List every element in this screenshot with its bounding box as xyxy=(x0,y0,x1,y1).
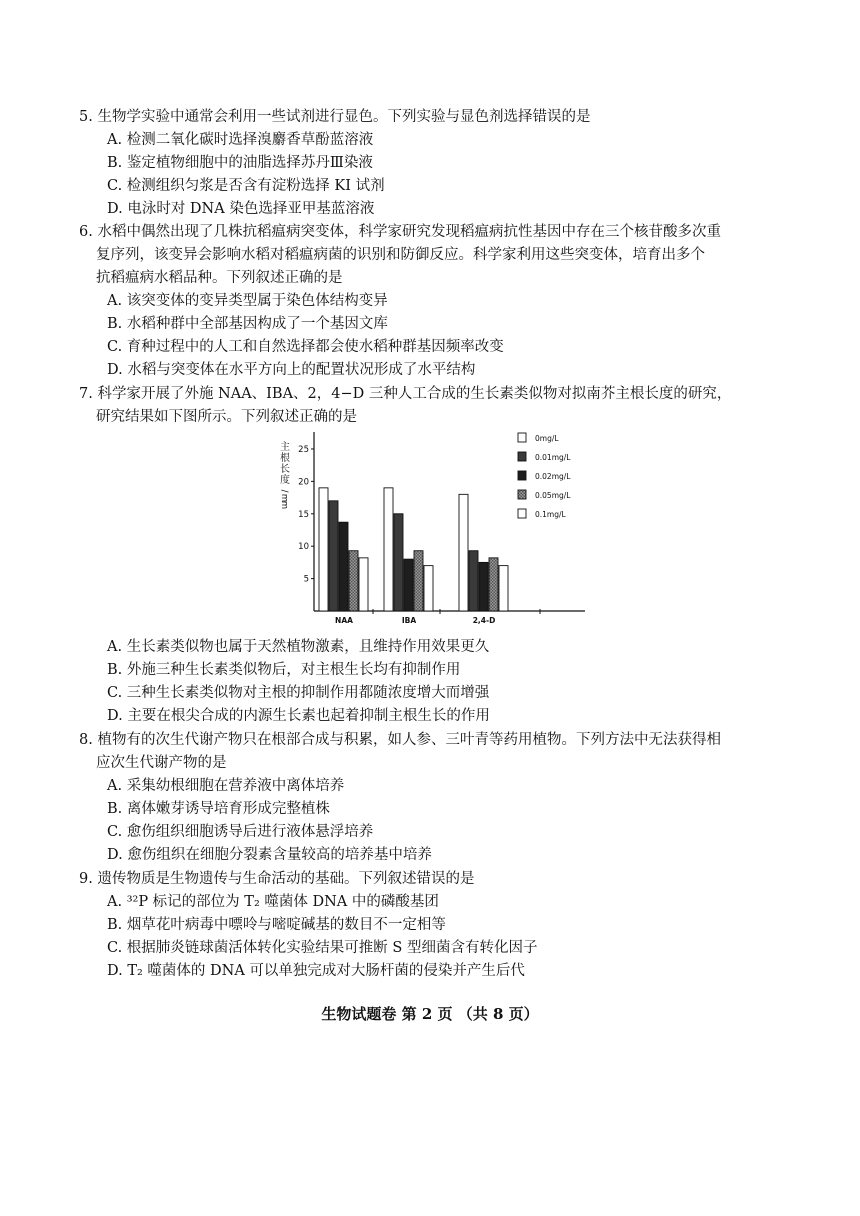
bar-IBA-0.02mg/L xyxy=(404,559,413,611)
q8-option-b: B. 离体嫩芽诱导培育形成完整植株 xyxy=(107,801,330,817)
bar-IBA-0.01mg/L xyxy=(394,514,403,611)
q7-option-c: C. 三种生长素类似物对主根的抑制作用都随浓度增大而增强 xyxy=(107,685,490,701)
y-axis-label-char: 长 xyxy=(280,464,290,475)
y-tick-label: 25 xyxy=(298,444,309,455)
y-axis-label-char: 主 xyxy=(280,442,290,453)
legend-label: 0.05mg/L xyxy=(535,491,571,500)
legend-swatch-0.05mg/L xyxy=(518,490,526,499)
q9-option-c: C. 根据肺炎链球菌活体转化实验结果可推断 S 型细菌含有转化因子 xyxy=(107,940,538,956)
q5-option-b: B. 鉴定植物细胞中的油脂选择苏丹Ⅲ染液 xyxy=(107,155,373,171)
q6-option-c: C. 育种过程中的人工和自然选择都会使水稻种群基因频率改变 xyxy=(107,339,504,355)
y-axis-label-char: 根 xyxy=(280,453,290,464)
y-axis-label-char: / xyxy=(279,489,289,493)
q8-stem-line-2: 应次生代谢产物的是 xyxy=(96,755,227,771)
y-axis-label-char: 度 xyxy=(280,475,290,486)
q8-option-a: A. 采集幼根细胞在营养液中离体培养 xyxy=(107,778,345,794)
q5-option-d: D. 电泳时对 DNA 染色选择亚甲基蓝溶液 xyxy=(107,201,375,217)
q5-option-c: C. 检测组织匀浆是否含有淀粉选择 KI 试剂 xyxy=(107,178,385,194)
bar-NAA-0.01mg/L xyxy=(329,501,338,611)
q9-option-b: B. 烟草花叶病毒中嘌呤与嘧啶碱基的数目不一定相等 xyxy=(107,917,446,933)
q9-stem-line-1: 9. 遗传物质是生物遗传与生命活动的基础。下列叙述错误的是 xyxy=(79,871,475,887)
x-tick-label: NAA xyxy=(335,616,353,625)
bar-IBA-0mg/L xyxy=(384,488,393,611)
legend-label: 0.01mg/L xyxy=(535,453,571,462)
y-axis-label-char: m xyxy=(279,493,289,503)
bar-2,4-D-0.05mg/L xyxy=(489,558,498,611)
y-axis-label-char: m xyxy=(279,500,289,510)
q7-option-d: D. 主要在根尖合成的内源生长素也起着抑制主根生长的作用 xyxy=(107,708,490,724)
q7-option-b: B. 外施三种生长素类似物后，对主根生长均有抑制作用 xyxy=(107,662,461,678)
q8-stem-line-1: 8. 植物有的次生代谢产物只在根部合成与积累，如人参、三叶青等药用植物。下列方法中无法获得相 xyxy=(79,732,721,748)
y-tick-label: 20 xyxy=(298,477,309,488)
q7-stem-line-2: 研究结果如下图所示。下列叙述正确的是 xyxy=(96,409,357,425)
y-tick-label: 15 xyxy=(298,509,309,520)
bar-NAA-0.02mg/L xyxy=(339,522,348,611)
q6-stem-line-1: 6. 水稻中偶然出现了几株抗稻瘟病突变体，科学家研究发现稻瘟病抗性基因中存在三个核苷酸多次重 xyxy=(79,224,721,240)
legend-label: 0.1mg/L xyxy=(535,510,566,519)
root-length-bar-chart xyxy=(270,428,600,626)
legend-label: 0.02mg/L xyxy=(535,472,571,481)
q9-option-a: A. ³²P 标记的部位为 T₂ 噬菌体 DNA 中的磷酸基团 xyxy=(107,894,439,910)
q8-option-c: C. 愈伤组织细胞诱导后进行液体悬浮培养 xyxy=(107,824,374,840)
legend-label: 0mg/L xyxy=(535,434,559,443)
q9-option-d: D. T₂ 噬菌体的 DNA 可以单独完成对大肠杆菌的侵染并产生后代 xyxy=(107,963,525,979)
q6-option-a: A. 该突变体的变异类型属于染色体结构变异 xyxy=(107,293,388,309)
q7-option-a: A. 生长素类似物也属于天然植物激素，且维持作用效果更久 xyxy=(107,639,490,655)
legend-swatch-0.02mg/L xyxy=(518,471,526,480)
q5-stem-line-1: 5. 生物学实验中通常会利用一些试剂进行显色。下列实验与显色剂选择错误的是 xyxy=(79,109,591,125)
legend-swatch-0.01mg/L xyxy=(518,452,526,461)
y-tick-label: 10 xyxy=(298,542,309,553)
bar-NAA-0.05mg/L xyxy=(349,551,358,611)
page-footer: 生物试题卷 第 2 页 （共 8 页） xyxy=(321,1005,539,1023)
bar-2,4-D-0.1mg/L xyxy=(499,566,508,611)
legend-swatch-0.1mg/L xyxy=(518,509,526,518)
bar-2,4-D-0.01mg/L xyxy=(469,551,478,611)
bar-NAA-0mg/L xyxy=(319,488,328,611)
bar-2,4-D-0.02mg/L xyxy=(479,562,488,611)
q7-stem-line-1: 7. 科学家开展了外施 NAA、IBA、2，4−D 三种人工合成的生长素类似物对拟南芥主根长度的研究， xyxy=(79,386,732,402)
bar-2,4-D-0mg/L xyxy=(459,494,468,611)
q8-option-d: D. 愈伤组织在细胞分裂素含量较高的培养基中培养 xyxy=(107,847,432,863)
q6-stem-line-3: 抗稻瘟病水稻品种。下列叙述正确的是 xyxy=(96,270,343,286)
y-tick-label: 5 xyxy=(303,574,309,585)
bar-IBA-0.05mg/L xyxy=(414,551,423,611)
bar-IBA-0.1mg/L xyxy=(424,566,433,611)
bar-NAA-0.1mg/L xyxy=(359,558,368,611)
y-axis-label xyxy=(279,441,290,509)
q5-option-a: A. 检测二氧化碳时选择溴麝香草酚蓝溶液 xyxy=(107,132,374,148)
legend-swatch-0mg/L xyxy=(518,433,526,442)
q6-option-b: B. 水稻种群中全部基因构成了一个基因文库 xyxy=(107,316,388,332)
q6-option-d: D. 水稻与突变体在水平方向上的配置状况形成了水平结构 xyxy=(107,362,476,378)
x-tick-label: 2,4-D xyxy=(472,616,496,625)
x-tick-label: IBA xyxy=(401,616,417,625)
q6-stem-line-2: 复序列，该变异会影响水稻对稻瘟病菌的识别和防御反应。科学家利用这些突变体，培育出多个 xyxy=(96,247,705,263)
